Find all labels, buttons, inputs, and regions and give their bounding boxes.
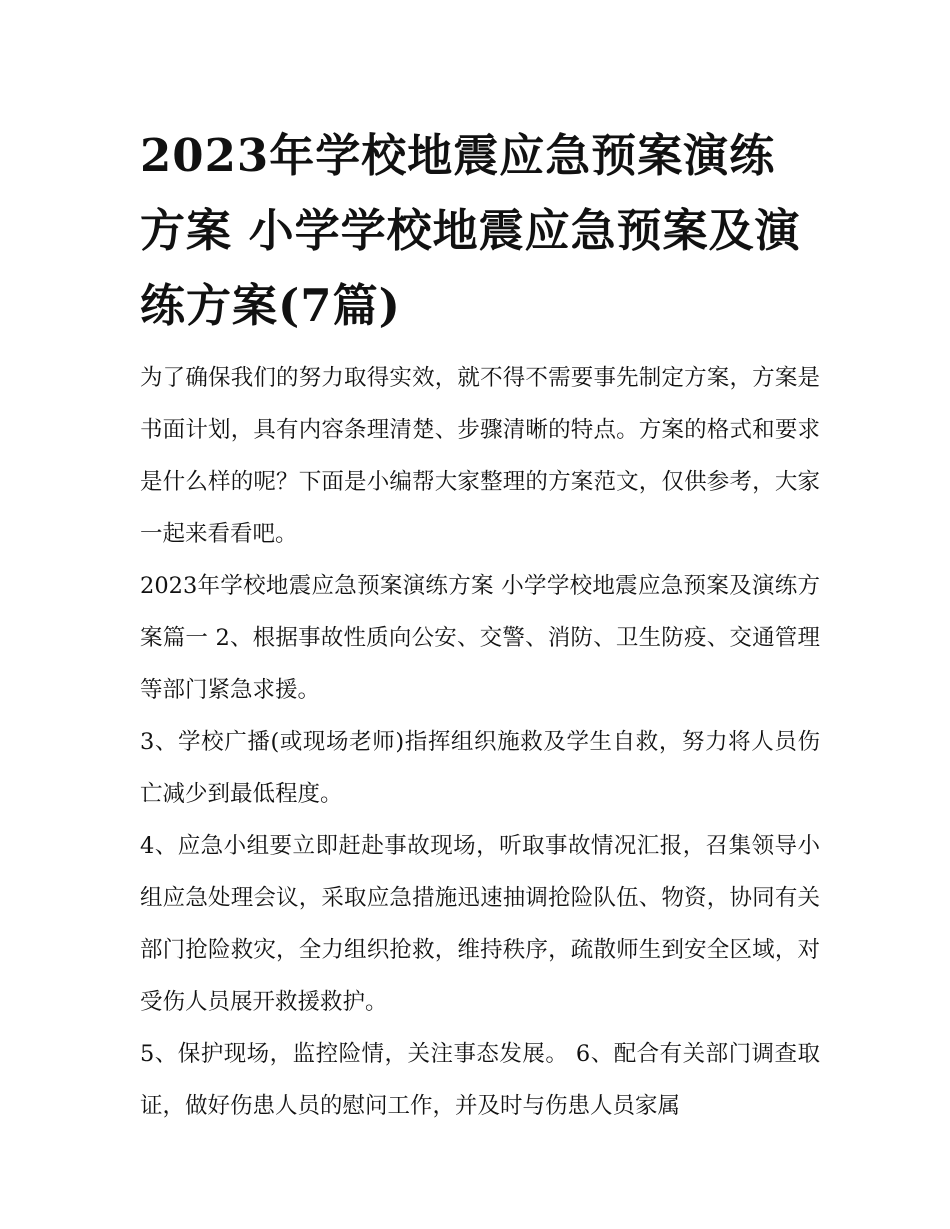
intro-paragraph: 为了确保我们的努力取得实效，就不得不需要事先制定方案，方案是书面计划，具有内容条理清楚、步骤清晰的特点。方案的格式和要求是什么样的呢？下面是小编帮大家整理的方案范文，仅供参考，大家一起来看看吧。	[140, 365, 820, 547]
document-body	[140, 352, 820, 1132]
step-3-paragraph: 3、学校广播(或现场老师)指挥组织施救及学生自救，努力将人员伤亡减少到最低程度。	[140, 729, 820, 807]
section-heading-paragraph: 2023年学校地震应急预案演练方案 小学学校地震应急预案及演练方案篇一 2、根据事故性质向公安、交警、消防、卫生防疫、交通管理等部门紧急求援。	[140, 573, 820, 703]
document-title: 2023年学校地震应急预案演练方案 小学学校地震应急预案及演练方案(7篇)	[140, 129, 801, 332]
step-4-paragraph: 4、应急小组要立即赶赴事故现场，听取事故情况汇报，召集领导小组应急处理会议，采取应急措施迅速抽调抢险队伍、物资，协同有关部门抢险救灾，全力组织抢救，维持秩序，疏散师生到安全区域，对受伤人员展开救援救护。	[140, 833, 820, 1015]
step-5-6-paragraph: 5、保护现场，监控险情，关注事态发展。 6、配合有关部门调查取证，做好伤患人员的慰问工作，并及时与伤患人员家属	[140, 1041, 820, 1119]
